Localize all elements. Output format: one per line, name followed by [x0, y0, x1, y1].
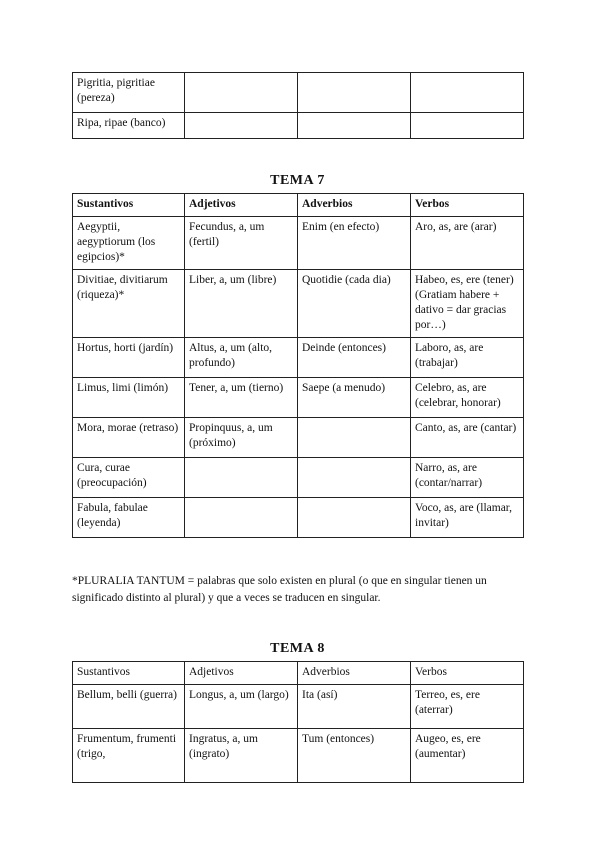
tema7-cell-sustantivo: Cura, curae (preocupación): [73, 458, 185, 498]
tema7-cell-sustantivo: Fabula, fabulae (leyenda): [73, 498, 185, 538]
tema7-cell-adverbio: [298, 458, 411, 498]
tema7-cell-adjetivo: Fecundus, a, um (fertil): [185, 217, 298, 270]
tema7-cell-verbo: Narro, as, are (contar/narrar): [411, 458, 524, 498]
tema7-header-adverbios: Adverbios: [298, 194, 411, 217]
tema7-header-verbos: Verbos: [411, 194, 524, 217]
top-table-cell-verbo: [411, 73, 524, 113]
top-table-cell-adjetivo: [185, 113, 298, 139]
tema7-row: [73, 270, 524, 338]
tema7-cell-adverbio: Quotidie (cada dia): [298, 270, 411, 338]
tema8-header-sustantivos: Sustantivos: [73, 662, 185, 685]
top-table-row: [73, 73, 524, 113]
tema7-cell-verbo: Canto, as, are (cantar): [411, 418, 524, 458]
tema7-cell-adverbio: Deinde (entonces): [298, 338, 411, 378]
top-table-cell-adverbio: [298, 73, 411, 113]
vocab-table-tema8-body: [73, 685, 524, 783]
tema8-header-row: [73, 662, 524, 685]
tema7-cell-adjetivo: [185, 498, 298, 538]
top-table-cell-sustantivo: Pigritia, pigritiae (pereza): [73, 73, 185, 113]
tema7-cell-adverbio: [298, 418, 411, 458]
tema8-cell-adjetivo: Ingratus, a, um (ingrato): [185, 729, 298, 783]
tema7-header-row: [73, 194, 524, 217]
tema7-cell-verbo: Celebro, as, are (celebrar, honorar): [411, 378, 524, 418]
vocab-table-top-body: [73, 73, 524, 139]
top-table-cell-sustantivo: Ripa, ripae (banco): [73, 113, 185, 139]
tema7-cell-sustantivo: Aegyptii, aegyptiorum (los egipcios)*: [73, 217, 185, 270]
tema7-row: [73, 217, 524, 270]
top-table-cell-verbo: [411, 113, 524, 139]
tema7-title: TEMA 7: [270, 173, 325, 188]
tema8-cell-adverbio: Ita (así): [298, 685, 411, 729]
tema7-cell-verbo: Habeo, es, ere (tener) (Gratiam habere + dativo = dar gracias por…): [411, 270, 524, 338]
tema7-row: [73, 338, 524, 378]
tema7-cell-sustantivo: Limus, limi (limón): [73, 378, 185, 418]
tema8-cell-adverbio: Tum (entonces): [298, 729, 411, 783]
tema8-cell-sustantivo: Bellum, belli (guerra): [73, 685, 185, 729]
tema7-cell-sustantivo: Divitiae, divitiarum (riqueza)*: [73, 270, 185, 338]
vocab-table-top: [72, 72, 524, 139]
top-table-row: [73, 113, 524, 139]
tema8-row: [73, 685, 524, 729]
vocab-table-tema7: [72, 193, 524, 538]
tema7-header-adjetivos: Adjetivos: [185, 194, 298, 217]
top-table-cell-adverbio: [298, 113, 411, 139]
tema7-cell-adjetivo: Liber, a, um (libre): [185, 270, 298, 338]
tema7-cell-verbo: Laboro, as, are (trabajar): [411, 338, 524, 378]
tema8-cell-sustantivo: Frumentum, frumenti (trigo,: [73, 729, 185, 783]
tema7-row: [73, 418, 524, 458]
tema7-row: [73, 458, 524, 498]
tema7-cell-adjetivo: Propinquus, a, um (próximo): [185, 418, 298, 458]
tema7-cell-adverbio: Saepe (a menudo): [298, 378, 411, 418]
tema8-cell-adjetivo: Longus, a, um (largo): [185, 685, 298, 729]
tema8-row: [73, 729, 524, 783]
tema8-cell-verbo: Terreo, es, ere (aterrar): [411, 685, 524, 729]
tema8-cell-verbo: Augeo, es, ere (aumentar): [411, 729, 524, 783]
tema8-header-verbos: Verbos: [411, 662, 524, 685]
tema7-row: [73, 378, 524, 418]
tema7-row: [73, 498, 524, 538]
tema7-cell-sustantivo: Mora, morae (retraso): [73, 418, 185, 458]
tema7-cell-adjetivo: [185, 458, 298, 498]
tema7-cell-sustantivo: Hortus, horti (jardín): [73, 338, 185, 378]
top-table-cell-adjetivo: [185, 73, 298, 113]
tema7-cell-adverbio: [298, 498, 411, 538]
tema8-header-adverbios: Adverbios: [298, 662, 411, 685]
vocab-table-tema8: [72, 661, 524, 783]
tema8-header-adjetivos: Adjetivos: [185, 662, 298, 685]
tema7-cell-adjetivo: Tener, a, um (tierno): [185, 378, 298, 418]
tema7-cell-adjetivo: Altus, a, um (alto, profundo): [185, 338, 298, 378]
tema8-title: TEMA 8: [270, 641, 325, 656]
tema7-cell-adverbio: Enim (en efecto): [298, 217, 411, 270]
tema7-cell-verbo: Voco, as, are (llamar, invitar): [411, 498, 524, 538]
tema7-cell-verbo: Aro, as, are (arar): [411, 217, 524, 270]
pluralia-tantum-note: *PLURALIA TANTUM = palabras que solo existen en plural (o que en singular tienen un significado distinto al plural) y que a veces se traducen en singular.: [72, 575, 487, 604]
vocab-table-tema7-body: [73, 217, 524, 538]
tema7-header-sustantivos: Sustantivos: [73, 194, 185, 217]
